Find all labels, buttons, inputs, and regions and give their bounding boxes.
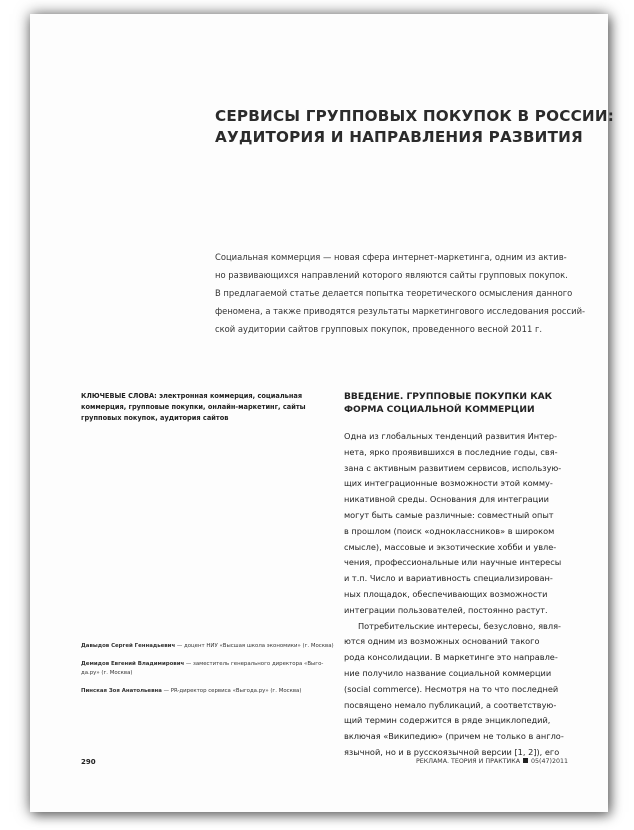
author-entry bbox=[81, 642, 351, 651]
keywords-text: коммерция, групповые покупки, онлайн-маркетинг, сайты bbox=[81, 403, 306, 411]
body-text bbox=[344, 429, 606, 761]
author-entry bbox=[81, 660, 351, 678]
body-line: интеграции пользователей, постоянно растут. bbox=[344, 604, 548, 615]
keywords-text: электронная коммерция, социальная bbox=[156, 392, 303, 400]
author-name: Давыдов Сергей Геннадьевич bbox=[81, 643, 176, 649]
body-line: посвящено немало публикаций, а соответствую- bbox=[344, 699, 557, 710]
keywords-block bbox=[81, 391, 341, 424]
section-heading-line: ФОРМА СОЦИАЛЬНОЙ КОММЕРЦИИ bbox=[344, 405, 535, 415]
abstract-line: В предлагаемой статье делается попытка теоретического осмысления данного bbox=[215, 288, 573, 298]
abstract-line: но развивающихся направлений которого являются сайты групповых покупок. bbox=[215, 270, 568, 280]
body-line: никативной среды. Основания для интеграции bbox=[344, 494, 549, 505]
body-line: щий термин содержится в ряде энциклопедий, bbox=[344, 715, 551, 726]
journal-issue: 05(47)2011 bbox=[531, 758, 568, 765]
abstract-line: ской аудитории сайтов групповых покупок, проведенного весной 2011 г. bbox=[215, 324, 543, 334]
body-line: (social commerce). Несмотря на то что последней bbox=[344, 683, 559, 694]
author-name: Пинская Зоя Анатольевна bbox=[81, 688, 162, 694]
running-head bbox=[416, 758, 568, 765]
journal-page bbox=[30, 14, 615, 812]
journal-name: РЕКЛАМА. ТЕОРИЯ И ПРАКТИКА bbox=[415, 758, 521, 765]
abstract-line: феномена, а также приводятся результаты маркетингового исследования россий- bbox=[215, 306, 586, 316]
author-role: да.ру» (г. Москва) bbox=[81, 670, 133, 676]
abstract-line: Социальная коммерция — новая сфера интернет-маркетинга, одним из актив- bbox=[215, 252, 567, 262]
body-line: могут быть самые различные: совместный опыт bbox=[344, 509, 554, 520]
title-line: СЕРВИСЫ ГРУППОВЫХ ПОКУПОК В РОССИИ: bbox=[215, 107, 615, 125]
body-line: чения, профессиональные или научные интересы bbox=[344, 557, 562, 568]
authors-block bbox=[81, 642, 351, 705]
author-role: — заместитель генерального директора «Выго- bbox=[184, 661, 324, 667]
author-role: — доцент НИУ «Высшая школа экономики» (г. Москва) bbox=[175, 643, 334, 649]
body-line: в прошлом (поиск «одноклассников» в широком bbox=[344, 525, 555, 536]
keywords-label: КЛЮЧЕВЫЕ СЛОВА: bbox=[81, 392, 157, 400]
body-line: язычной, но и в русскоязычной версии [1, 2]), его bbox=[344, 746, 560, 757]
body-line: нета, ярко проявившихся в последние годы, свя- bbox=[344, 446, 558, 457]
body-line: зана с активным развитием сервисов, использую- bbox=[344, 462, 562, 473]
body-line: щих интеграционные возможности этой комму- bbox=[344, 478, 553, 489]
body-line: включая «Википедию» (причем не только в англо- bbox=[344, 731, 564, 742]
author-name: Демидов Евгений Владимирович bbox=[81, 661, 185, 667]
author-entry bbox=[81, 687, 351, 696]
body-line: рода консолидации. В маркетинге это направле- bbox=[344, 652, 558, 663]
keywords-text: групповых покупок, аудитория сайтов bbox=[81, 414, 229, 422]
body-line: ются одним из возможных оснований такого bbox=[344, 636, 540, 647]
body-line: и т.п. Число и вариативность специализирован- bbox=[344, 573, 553, 584]
body-line: Одна из глобальных тенденций развития Интер- bbox=[344, 431, 558, 441]
body-line: смысле), массовые и экзотические хобби и увле- bbox=[344, 541, 557, 552]
article-title bbox=[215, 106, 615, 148]
author-role: — PR-директор сервиса «Выгода.ру» (г. Москва) bbox=[161, 688, 302, 694]
square-bullet-icon bbox=[523, 758, 528, 763]
body-line: ных площадок, обеспечивающих возможности bbox=[344, 588, 548, 599]
article-abstract bbox=[215, 248, 590, 338]
section-heading bbox=[344, 391, 604, 417]
page-number: 290 bbox=[81, 758, 96, 766]
keywords-line bbox=[81, 391, 341, 402]
title-line: АУДИТОРИЯ И НАПРАВЛЕНИЯ РАЗВИТИЯ bbox=[215, 128, 583, 146]
section-heading-line: ВВЕДЕНИЕ. ГРУППОВЫЕ ПОКУПКИ КАК bbox=[344, 392, 553, 402]
body-line: ние получило название социальной коммерции bbox=[344, 667, 552, 678]
body-line: Потребительские интересы, безусловно, явля- bbox=[358, 620, 561, 631]
